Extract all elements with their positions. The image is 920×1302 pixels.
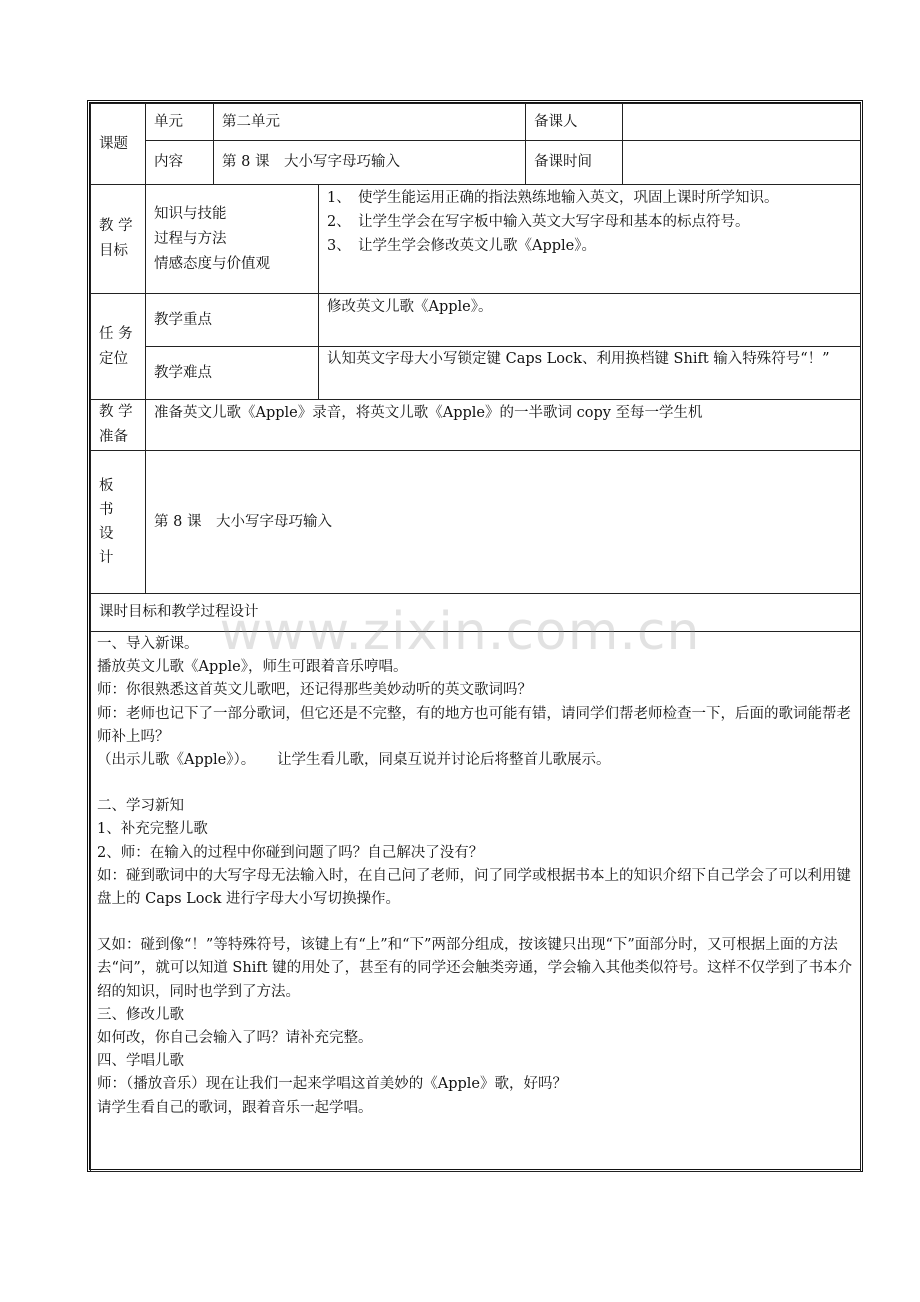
prep-label: 教 学 准备 xyxy=(91,400,146,451)
process-line: 2、师：在输入的过程中你碰到问题了吗？自己解决了没有？ xyxy=(97,844,484,861)
process-line: 如：碰到歌词中的大写字母无法输入时，在自己问了老师，问了同学或根据书本上的知识介绍下自己学会了可以利用键盘上的 Caps Lock 进行字母大小写切换操作。 xyxy=(97,867,851,908)
objective-category: 知识与技能 xyxy=(154,205,227,222)
prep-value: 准备英文儿歌《Apple》录音，将英文儿歌《Apple》的一半歌词 copy 至每一学生机 xyxy=(146,400,861,451)
difficulty-label: 教学难点 xyxy=(146,347,319,400)
difficulty-value: 认知英文字母大小写锁定键 Caps Lock、利用换档键 Shift 输入特殊符号“！” xyxy=(319,347,861,400)
prep-time-label: 备课时间 xyxy=(526,141,623,185)
watermark: www.zixin.com.cn xyxy=(219,602,701,662)
process-line: 又如：碰到像“！”等特殊符号，该键上有“上”和“下”两部分组成，按该键只出现“下”面部分时，又可根据上面的方法去“问”，就可以知道 Shift 键的用处了，甚至有的同学还会触类旁通，学会输入其他类似符号。这样不仅学到了书本介绍的知识，同时也学到了方法。 xyxy=(97,937,853,1000)
process-line xyxy=(97,911,854,934)
unit-label: 单元 xyxy=(146,104,214,141)
preparer-value xyxy=(623,104,861,141)
objectives-items xyxy=(319,185,861,294)
objective-item: 2、 让学生学会在写字板中输入英文大写字母和基本的标点符号。 xyxy=(327,214,750,230)
preparer-label: 备课人 xyxy=(526,104,623,141)
objective-category: 情感态度与价值观 xyxy=(154,255,270,272)
lesson-label: 课题 xyxy=(91,104,146,185)
content-value: 第 8 课 大小写字母巧输入 xyxy=(214,141,526,185)
board-value: 第 8 课 大小写字母巧输入 xyxy=(146,451,861,594)
process-line: 二、学习新知 xyxy=(97,798,184,815)
process-line: 播放英文儿歌《Apple》，师生可跟着音乐哼唱。 xyxy=(97,659,408,676)
lesson-plan-table xyxy=(90,103,861,1172)
content-label: 内容 xyxy=(146,141,214,185)
process-line: 如何改，你自己会输入了吗？请补充完整。 xyxy=(97,1030,373,1047)
process-line: 一、导入新课。 xyxy=(97,636,199,652)
key-point-label: 教学重点 xyxy=(146,294,319,347)
tasks-label: 任 务 定位 xyxy=(91,294,146,400)
objective-category: 过程与方法 xyxy=(154,230,227,247)
process-line: 1、补充完整儿歌 xyxy=(97,821,208,838)
objective-item: 1、 使学生能运用正确的指法熟练地输入英文，巩固上课时所学知识。 xyxy=(327,190,779,206)
objectives-categories xyxy=(146,185,319,294)
process-line: 三、修改儿歌 xyxy=(97,1006,184,1023)
process-line: 师：（播放音乐）现在让我们一起来学唱这首美妙的《Apple》歌，好吗？ xyxy=(97,1076,568,1093)
objectives-label: 教 学 目标 xyxy=(91,185,146,294)
process-line: 师：你很熟悉这首英文儿歌吧，还记得那些美妙动听的英文歌词吗？ xyxy=(97,682,532,699)
process-line: 师：老师也记下了一部分歌词，但它还是不完整，有的地方也可能有错，请同学们帮老师检查一下，后面的歌词能帮老师补上吗？ xyxy=(97,705,851,745)
process-title: 课时目标和教学过程设计 xyxy=(91,594,861,632)
key-point-value: 修改英文儿歌《Apple》。 xyxy=(319,294,861,347)
objective-item: 3、 让学生学会修改英文儿歌《Apple》。 xyxy=(327,238,596,254)
board-label: 板 书 设 计 xyxy=(91,451,146,594)
process-line xyxy=(97,772,854,795)
process-line: 请学生看自己的歌词，跟着音乐一起学唱。 xyxy=(97,1099,373,1116)
process-line: 四、学唱儿歌 xyxy=(97,1053,184,1070)
prep-time-value xyxy=(623,141,861,185)
unit-value: 第二单元 xyxy=(214,104,526,141)
process-body xyxy=(91,632,861,1172)
process-line: （出示儿歌《Apple》）。 让学生看儿歌，同桌互说并讨论后将整首儿歌展示。 xyxy=(97,752,611,769)
